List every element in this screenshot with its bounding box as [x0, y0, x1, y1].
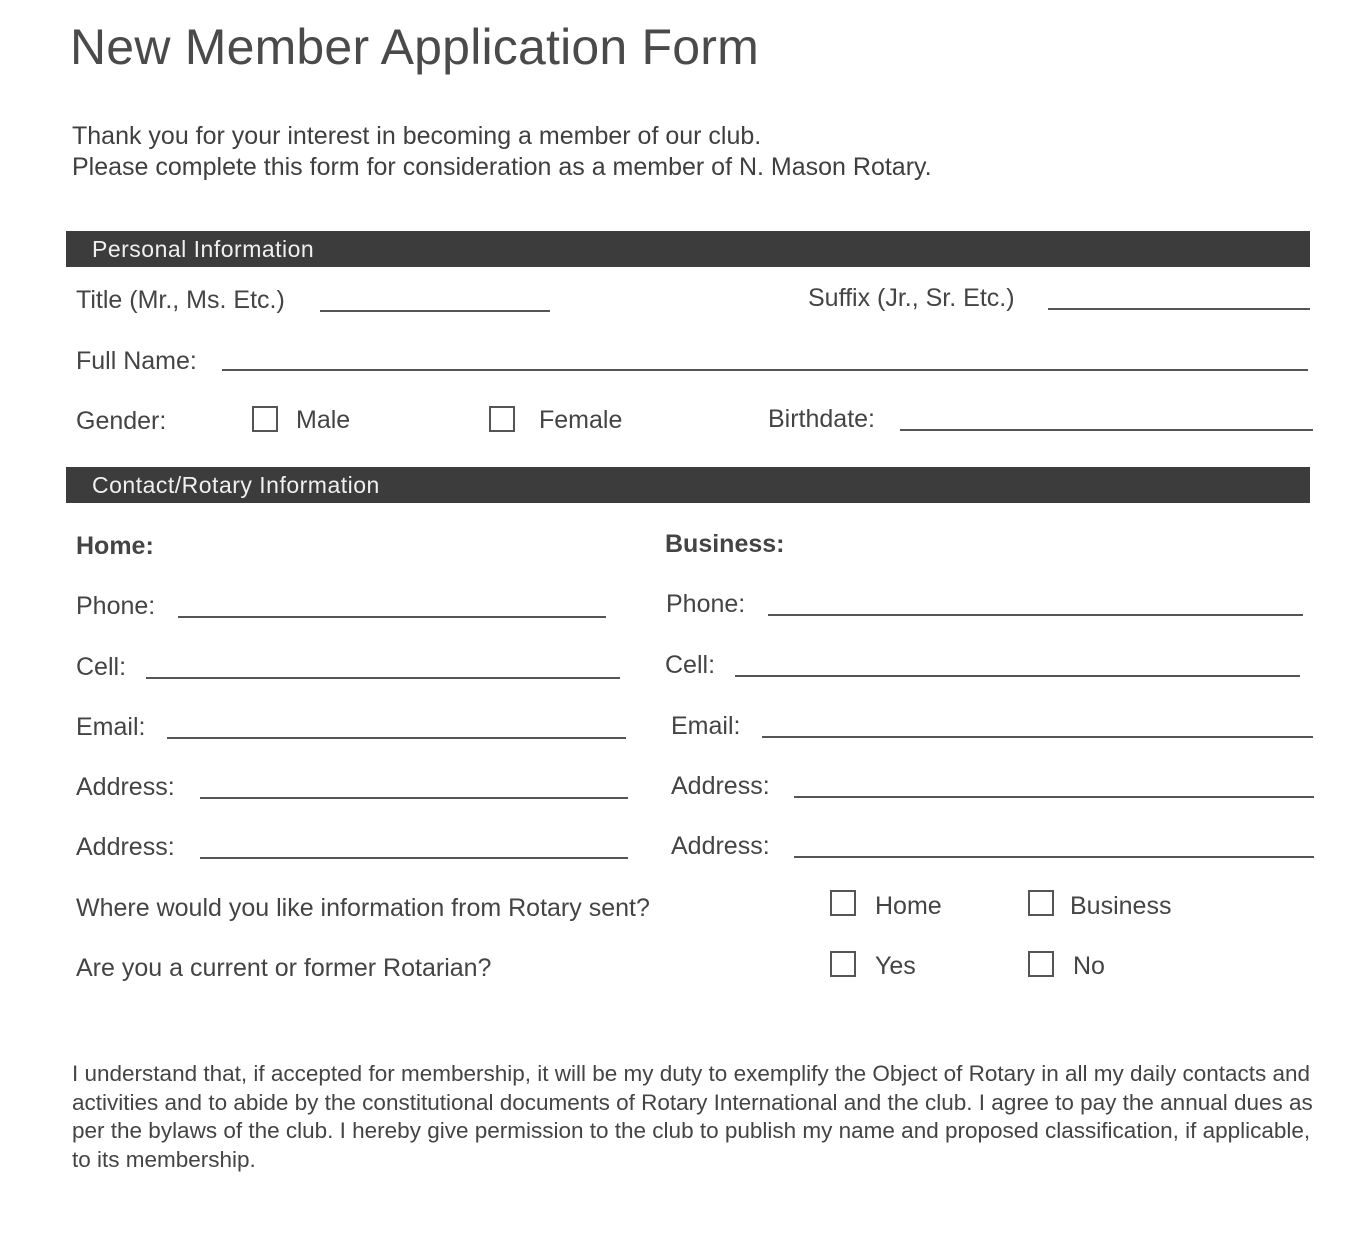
business-phone-field[interactable]: [768, 614, 1303, 616]
info-home-label: Home: [875, 892, 942, 920]
personal-info-header: [66, 231, 1310, 267]
business-cell-field[interactable]: [735, 675, 1300, 677]
intro-line-2: Please complete this form for consideration as a member of N. Mason Rotary.: [72, 153, 932, 181]
info-home-checkbox[interactable]: [830, 890, 856, 916]
form-title: New Member Application Form: [70, 19, 759, 75]
intro-line-1: Thank you for your interest in becoming a member of our club.: [72, 122, 762, 150]
business-address-1-field[interactable]: [794, 796, 1314, 798]
info-destination-question: Where would you like information from Rotary sent?: [76, 894, 650, 922]
female-label: Female: [539, 406, 623, 434]
membership-declaration: I understand that, if accepted for membership, it will be my duty to exemplify the Object of Rotary in all my daily contacts and activities and to abide by the constitutional documents of Rotary International and the club. I agree to pay the annual dues as per the bylaws of the club. I hereby give permission to the club to publish my name and proposed classification, if applicable, to its membership.: [72, 1061, 1313, 1172]
business-address-1-label: Address:: [671, 772, 770, 800]
business-phone-label: Phone:: [666, 590, 746, 618]
title-field[interactable]: [320, 310, 550, 312]
male-checkbox[interactable]: [252, 406, 278, 432]
info-business-label: Business: [1070, 892, 1172, 920]
home-address-1-field[interactable]: [200, 797, 628, 799]
home-phone-label: Phone:: [76, 592, 156, 620]
full-name-label: Full Name:: [76, 347, 197, 375]
female-checkbox[interactable]: [489, 406, 515, 432]
rotarian-yes-checkbox[interactable]: [830, 951, 856, 977]
rotarian-question: Are you a current or former Rotarian?: [76, 954, 492, 982]
home-email-field[interactable]: [167, 737, 626, 739]
home-address-1-label: Address:: [76, 773, 175, 801]
full-name-field[interactable]: [222, 369, 1308, 371]
home-cell-field[interactable]: [146, 677, 620, 679]
home-email-label: Email:: [76, 713, 146, 741]
contact-info-header: [66, 467, 1310, 503]
business-email-field[interactable]: [762, 736, 1313, 738]
birthdate-field[interactable]: [900, 429, 1313, 431]
home-phone-field[interactable]: [178, 616, 606, 618]
home-heading: Home:: [76, 532, 154, 560]
contact-info-header-label: Contact/Rotary Information: [92, 472, 380, 498]
title-label: Title (Mr., Ms. Etc.): [76, 286, 285, 314]
suffix-field[interactable]: [1048, 308, 1310, 310]
business-cell-label: Cell:: [665, 651, 716, 679]
business-address-2-label: Address:: [671, 832, 770, 860]
business-address-2-field[interactable]: [794, 856, 1314, 858]
home-address-2-field[interactable]: [200, 857, 628, 859]
home-cell-label: Cell:: [76, 653, 127, 681]
info-business-checkbox[interactable]: [1028, 890, 1054, 916]
suffix-label: Suffix (Jr., Sr. Etc.): [808, 284, 1015, 312]
business-heading: Business:: [665, 530, 785, 558]
gender-label: Gender:: [76, 407, 167, 435]
home-address-2-label: Address:: [76, 833, 175, 861]
rotarian-no-label: No: [1073, 952, 1105, 980]
birthdate-label: Birthdate:: [768, 405, 876, 433]
personal-info-header-label: Personal Information: [92, 236, 315, 262]
rotarian-no-checkbox[interactable]: [1028, 951, 1054, 977]
male-label: Male: [296, 406, 351, 434]
rotarian-yes-label: Yes: [875, 952, 916, 980]
business-email-label: Email:: [671, 712, 741, 740]
